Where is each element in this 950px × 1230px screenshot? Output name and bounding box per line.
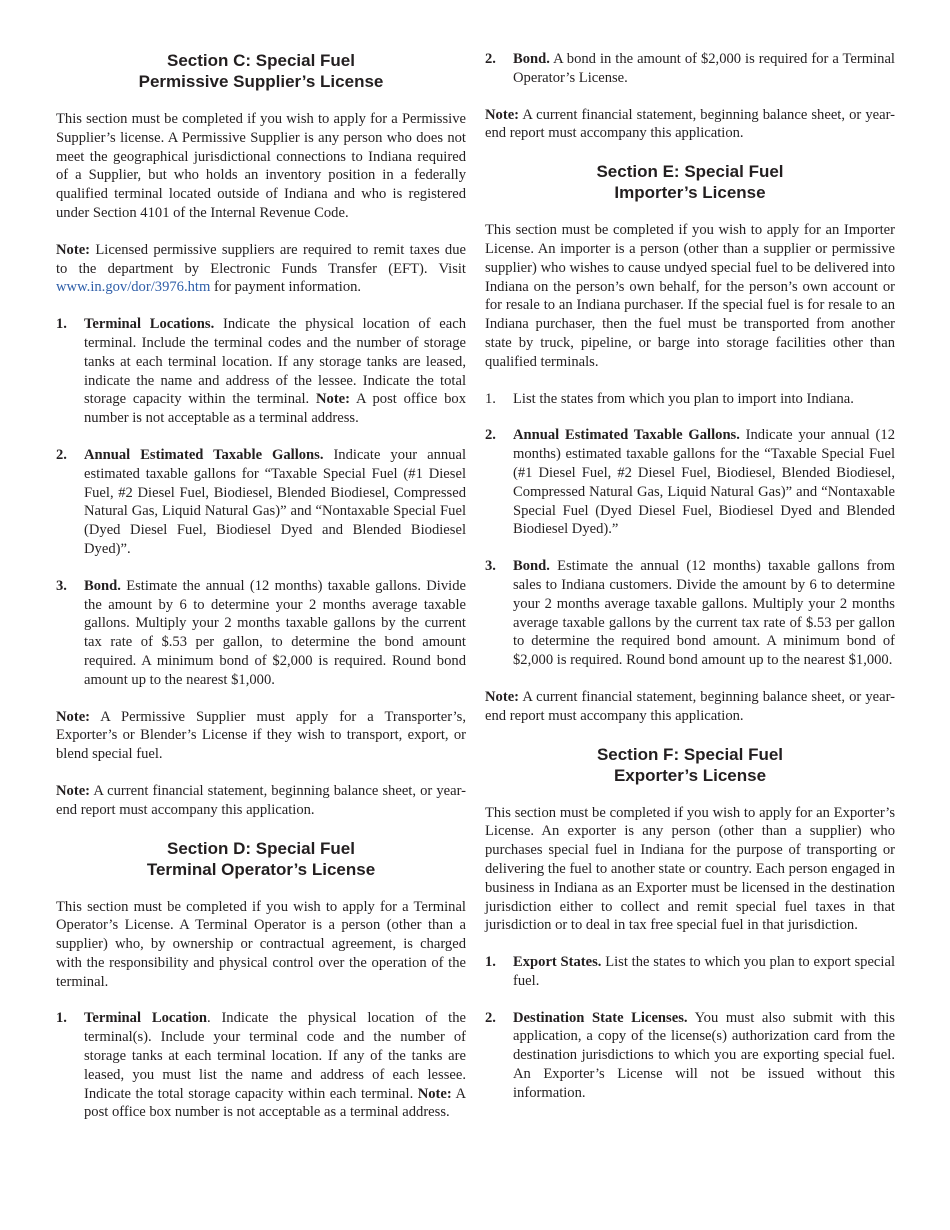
section-f-item-destination-licenses [485,1009,895,1103]
item-text: Indicate your annual estimated taxable gallons for “Taxable Special Fuel (#1 Diesel Fuel, #2 Diesel Fuel, Biodiesel, Blended Biodiesel, Compressed Natural Gas, Liquid Natural Gas)” and “Nontaxable Special Fuel (Dyed Diesel Fuel, Biodiesel Dyed and Blended Biodiesel Dyed)”. [84,446,466,557]
section-d-intro: This section must be completed if you wish to apply for a Terminal Operator’s License. A Terminal Operator is a person (other than a supplier) who, by ownership or contractual agreement, is charged with the responsibility and physical control over the operation of the terminal. [56,898,466,990]
section-d-heading [56,838,466,880]
section-c-financial-note [56,782,466,820]
section-e-financial-note [485,688,895,726]
section-f-item-export-states [485,953,895,991]
section-c-item-bond [56,577,466,690]
note-label: Note: [485,106,520,123]
item-text: Indicate the physical location of each terminal. Include the terminal codes and the number of storage tanks at each terminal location. If any storage tanks are leased, indicate the name and address of the lessee. Indicate the total storage capacity within the terminal. [84,316,467,408]
item-text: You must also submit with this application, a copy of the license(s) authorization card from the destination jurisdictions to which you are exporting special fuel. An Exporter’s License will not be issued without this information. [513,1009,895,1101]
item-text: Estimate the annual (12 months) taxable gallons from sales to Indiana customers. Divide the amount by 6 to determine your 2 months average taxable gallons. Multiply your 2 months average taxable gallons by the current tax rate of $.53 per gallon to determine the required bond amount. A minimum bond of $2,000 is required. Round bond amount up to the nearest $1,000. [513,558,895,669]
item-text: A bond in the amount of $2,000 is required for a Terminal Operator’s License. [513,51,895,86]
section-c-title-line2: Permissive Supplier’s License [138,72,384,91]
section-e-item-bond [485,557,895,670]
item-number: 1. [56,316,67,333]
section-f-title-line2: Exporter’s License [613,765,767,785]
section-d-title-line1: Section D: Special Fuel [167,838,355,858]
note-text: A current financial statement, beginning balance sheet, or year-end report must accompany this application. [485,688,895,724]
note-text: Licensed permissive suppliers are required to remit taxes due to the department by Electronic Funds Transfer (EFT). Visit [56,241,466,277]
section-c-item-annual-gallons [56,446,466,559]
note-text-after: for payment information. [210,279,362,296]
item-text: Estimate the annual (12 months) taxable gallons. Divide the amount by 6 to determine your 2 months average taxable gallons. Multiply your 2 months taxable gallons by the current tax rate of $.53 per gallon, to determine the bond amount required. A minimum bond of $2,000 is required. Round bond amount up to the nearest $1,000. [84,577,466,688]
item-title: Annual Estimated Taxable Gallons. [513,427,740,444]
note-text: A Permissive Supplier must apply for a Transporter’s, Exporter’s or Blender’s License if they wish to transport, export, or blend special fuel. [56,708,466,763]
section-e-heading [485,161,895,203]
note-label: Note: [56,782,91,799]
right-column [485,50,895,1121]
item-title: Bond. [513,558,550,575]
section-c-eft-note [56,241,466,297]
item-number: 3. [56,577,67,594]
section-d-financial-note [485,106,895,144]
section-f-heading [485,744,895,786]
item-number: 3. [485,558,496,575]
item-number: 1. [485,390,496,407]
item-title: Terminal Location [84,1010,207,1027]
section-e-title-line1: Section E: Special Fuel [596,162,784,182]
note-label: Note: [485,688,520,705]
item-text: Indicate your annual (12 months) estimated taxable gallons for the “Taxable Special Fuel (#1 Diesel Fuel, #2 Diesel Fuel, Biodiesel, Blended Biodiesel, Compressed Natural Gas, Liquid Natural Gas)” and “Nontaxable Special Fuel (Dyed Diesel Fuel, Biodiesel Dyed and Blended Biodiesel Dyed).” [513,427,895,538]
note-text: A current financial statement, beginning balance sheet, or year-end report must accompany this application. [56,782,466,818]
section-e-title-line2: Importer’s License [614,183,766,203]
note-label: Note: [56,708,91,725]
section-e-intro: This section must be completed if you wish to apply for an Importer License. An importer is a person (other than a supplier or permissive supplier) who wishes to cause undyed special fuel to be delivered into Indiana on the person’s own behalf, for the person’s own account or for resale to an Indiana purchaser. If the special fuel is for resale to an Indiana purchaser, then the fuel must be transported from another state by truck, pipeline, or barge into storage facilities other than qualified terminals. [485,222,895,370]
note-label: Note: [56,241,91,258]
section-c-heading [56,50,466,92]
item-number: 2. [485,51,496,67]
item-text: . Indicate the physical location of the terminal(s). Include your terminal code and the number of storage tanks at each terminal location. If any of the tanks are leased, you must list the name and address of each lessee. Indicate the total storage capacity within each terminal. [84,1010,466,1102]
section-e-item-annual-gallons [485,426,895,539]
item-number: 2. [485,1009,496,1026]
item-note-text: A post office box number is not acceptable as a terminal address. [84,391,466,427]
section-e-item-import-states [485,390,895,409]
item-number: 2. [485,427,496,444]
left-column [56,50,466,1140]
item-note-label: Note: [417,1085,452,1102]
section-c-item-terminal-locations [56,315,466,428]
note-text: A current financial statement, beginning balance sheet, or year-end report must accompany this application. [485,106,895,142]
section-f-title-line1: Section F: Special Fuel [596,744,784,764]
dor-payment-link[interactable]: www.in.gov/dor/3976.htm [56,279,211,296]
item-note-text: A post office box number is not acceptable as a terminal address. [84,1085,466,1121]
item-note-label: Note: [315,391,351,408]
section-c-license-note [56,708,466,764]
item-number: 1. [56,1010,67,1027]
section-d-item-bond [485,50,895,88]
section-f-intro: This section must be completed if you wish to apply for an Exporter’s License. An exporter is any person (other than a supplier) who purchases special fuel in Indiana for the purpose of transporting or delivering the fuel to another state or country. Each person engaged in business in Indiana as an Exporter must be licensed in the destination jurisdiction either to collect and remit special fuel taxes in that jurisdiction or to deal in tax free special fuel in that jurisdiction. [485,804,895,934]
item-title: Destination State Licenses. [513,1009,688,1026]
item-text: List the states to which you plan to export special fuel. [513,954,896,989]
item-title: Annual Estimated Taxable Gallons. [84,446,324,463]
item-title: Terminal Locations. [84,316,215,333]
item-text: List the states from which you plan to import into Indiana. [513,390,854,407]
item-title: Export States. [513,954,602,971]
section-c-intro: This section must be completed if you wish to apply for a Permissive Supplier’s license. A Permissive Supplier is any person who does not meet the geographical jurisdictional connections to Indiana required of a Supplier, but who holds an inventory position in a federally qualified terminal located outside of Indiana and who is registered under Section 4101 of the Internal Revenue Code. [56,111,466,221]
item-title: Bond. [513,51,550,67]
item-number: 1. [485,954,496,971]
item-number: 2. [56,446,67,463]
section-c-title-line1: Section C: Special Fuel [167,51,355,70]
section-d-item-terminal-location [56,1009,466,1122]
item-title: Bond. [84,577,121,594]
section-d-title-line2: Terminal Operator’s License [146,859,376,879]
